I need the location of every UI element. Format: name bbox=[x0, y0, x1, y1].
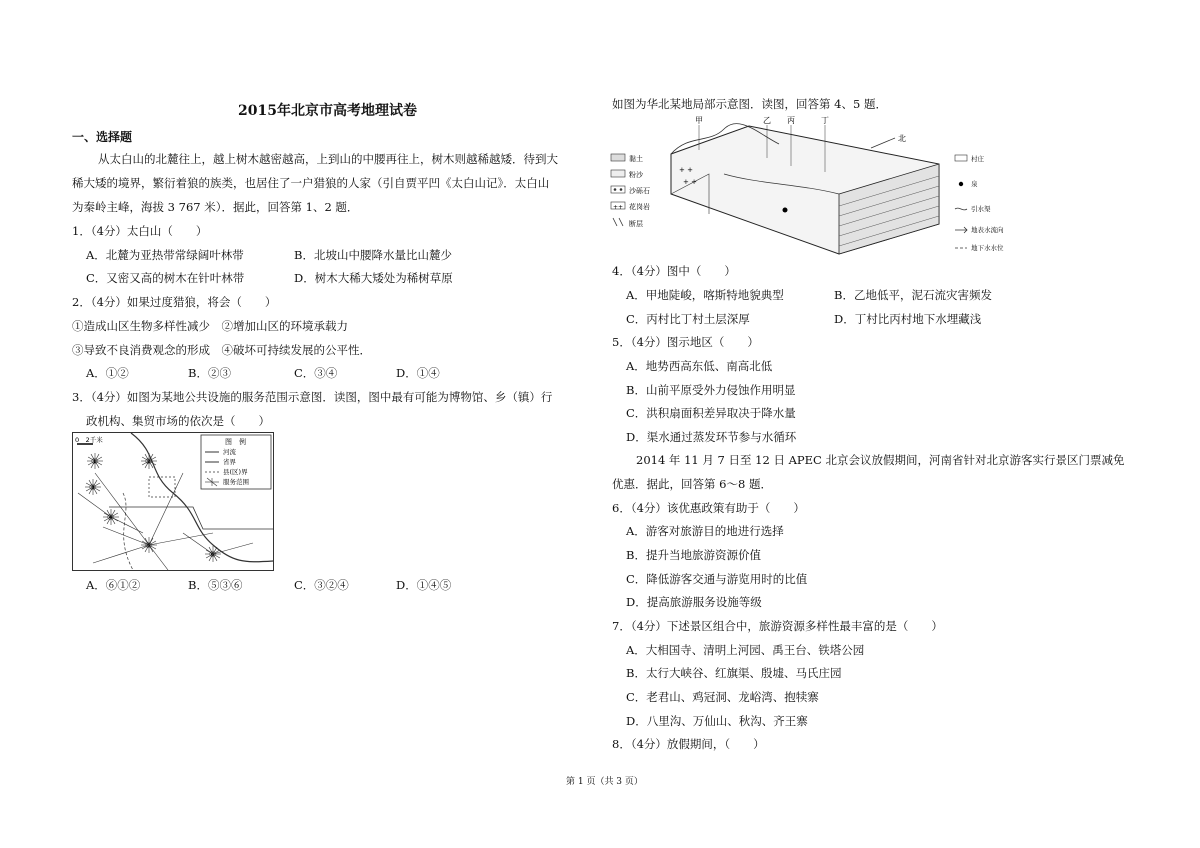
q7-option-c: C．老君山、鸡冠洞、龙峪湾、抱犊寨 bbox=[626, 690, 819, 704]
q2-stem: 2．（4分）如果过度猎狼，将会（ ） bbox=[72, 295, 277, 309]
q2-statement: ①造成山区生物多样性减少 ②增加山区的环境承载力 bbox=[72, 319, 348, 333]
intro-q4-q5: 如图为华北某地局部示意图．读图，回答第 4、5 题． bbox=[612, 97, 887, 111]
q3-stem: 3．（4分）如图为某地公共设施的服务范围示意图．读图，图中最有可能为博物馆、乡（镇）行 bbox=[72, 390, 553, 404]
q6-option-c: C．降低游客交通与游览用时的比值 bbox=[626, 572, 808, 586]
q3-option-c: C．③②④ bbox=[294, 578, 349, 592]
label-bing: 丙 bbox=[787, 116, 795, 125]
q2-option-c: C．③④ bbox=[294, 366, 338, 380]
legend-county: 县(区)界 bbox=[223, 468, 248, 476]
legend-clay: 黏土 bbox=[629, 155, 643, 163]
legend-fault: 断层 bbox=[629, 220, 643, 228]
north-arrow-icon bbox=[871, 138, 895, 148]
q1-option-d: D．树木大稀大矮处为稀树草原 bbox=[294, 271, 453, 285]
q1-option-a: A．北麓为亚热带常绿阔叶林带 bbox=[86, 248, 244, 262]
county-boundary bbox=[123, 493, 133, 570]
site-label: ③ bbox=[89, 483, 97, 492]
q7-option-d: D．八里沟、万仙山、秋沟、齐王寨 bbox=[626, 714, 808, 728]
legend-surface-flow: 地表水流向 bbox=[971, 226, 1004, 234]
province-boundary bbox=[109, 507, 273, 529]
site-marker bbox=[205, 546, 221, 562]
q2-option-a: A．①② bbox=[86, 366, 129, 380]
legend-service: 服务范围 bbox=[223, 478, 249, 486]
q2-statement: ③导致不良消费观念的形成 ④破坏可持续发展的公平性． bbox=[72, 343, 371, 357]
q4-option-a: A．甲地陡峻，喀斯特地貌典型 bbox=[626, 288, 784, 302]
north-label: 北 bbox=[898, 134, 906, 143]
q6-option-d: D．提高旅游服务设施等级 bbox=[626, 595, 762, 609]
label-jia: 甲 bbox=[695, 116, 703, 125]
legend-province: 省界 bbox=[223, 458, 236, 466]
intro-q6-q8: 2014 年 11 月 7 日至 12 日 APEC 北京会议放假期间，河南省针对北京游客实行景区门票减免 bbox=[636, 453, 1125, 467]
legend-river: 河流 bbox=[223, 448, 236, 456]
service-range-map-svg bbox=[73, 433, 273, 570]
section-heading: 一、选择题 bbox=[72, 130, 133, 144]
legend-spring: 泉 bbox=[971, 180, 978, 188]
q6-option-b: B．提升当地旅游资源价值 bbox=[626, 548, 761, 562]
q3-option-b: B．⑤③⑥ bbox=[188, 578, 243, 592]
q5-option-a: A．地势西高东低、南高北低 bbox=[626, 359, 773, 373]
q1-option-c: C．又密又高的树木在针叶林带 bbox=[86, 271, 245, 285]
q5-stem: 5．（4分）图示地区（ ） bbox=[612, 335, 759, 349]
svg-text:+ +: + + bbox=[679, 166, 693, 174]
svg-text:+ +: + + bbox=[683, 178, 697, 186]
block-right-legend bbox=[955, 154, 1004, 252]
q3-option-a: A．⑥①② bbox=[86, 578, 141, 592]
q7-option-b: B．太行大峡谷、红旗渠、殷墟、马氏庄园 bbox=[626, 666, 842, 680]
legend-silt: 粉沙 bbox=[629, 171, 643, 179]
q2-option-b: B．②③ bbox=[188, 366, 231, 380]
scale-label: 0 2千米 bbox=[75, 436, 103, 444]
legend-title: 图 例 bbox=[225, 438, 246, 446]
q3-stem-cont: 政机构、集贸市场的依次是（ ） bbox=[86, 414, 270, 428]
q5-option-b: B．山前平原受外力侵蚀作用明显 bbox=[626, 383, 796, 397]
label-yi: 乙 bbox=[763, 116, 771, 125]
site-label: ② bbox=[145, 457, 153, 466]
q2-option-d: D．①④ bbox=[396, 366, 440, 380]
q6-option-a: A．游客对旅游目的地进行选择 bbox=[626, 524, 784, 538]
legend-gravel: 沙砾石 bbox=[629, 187, 650, 195]
site-label: ④ bbox=[107, 513, 115, 522]
page-title: 2015年北京市高考地理试卷 bbox=[238, 103, 417, 119]
site-marker bbox=[85, 479, 101, 495]
site-label: ⑥ bbox=[209, 550, 217, 559]
block-diagram-svg bbox=[609, 114, 1009, 256]
site-marker bbox=[103, 509, 119, 525]
legend-canal: 引水渠 bbox=[971, 205, 991, 213]
svg-text:++: ++ bbox=[613, 204, 624, 211]
service-range-map bbox=[72, 432, 274, 571]
q1-stem: 1．（4分）太白山（ ） bbox=[72, 224, 208, 238]
block-diagram bbox=[609, 114, 1009, 256]
q5-option-c: C．洪积扇面积差异取决于降水量 bbox=[626, 406, 796, 420]
block-left-legend bbox=[611, 154, 650, 228]
q7-stem: 7．（4分）下述景区组合中，旅游资源多样性最丰富的是（ ） bbox=[612, 619, 943, 633]
q4-stem: 4．（4分）图中（ ） bbox=[612, 264, 736, 278]
site-label: ⑤ bbox=[145, 541, 153, 550]
page-footer: 第 1 页（共 3 页） bbox=[566, 777, 643, 787]
county-boundary-box bbox=[149, 477, 175, 497]
passage-line: 从太白山的北麓往上，越上树木越密越高，上到山的中腰再往上，树木则越稀越矮．待到大 bbox=[98, 152, 558, 166]
q7-option-a: A．大相国寺、清明上河园、禹王台、铁塔公园 bbox=[626, 643, 865, 657]
q4-option-c: C．丙村比丁村土层深厚 bbox=[626, 312, 750, 326]
q8-stem: 8．（4分）放假期间，（ ） bbox=[612, 737, 765, 751]
q3-option-d: D．①④⑤ bbox=[396, 578, 452, 592]
legend-granite: 花岗岩 bbox=[629, 203, 650, 211]
label-ding: 丁 bbox=[821, 116, 829, 125]
q5-option-d: D．渠水通过蒸发环节参与水循环 bbox=[626, 430, 797, 444]
site-marker bbox=[87, 453, 103, 469]
legend-groundwater: 地下水水位 bbox=[971, 244, 1004, 252]
q1-option-b: B．北坡山中腰降水量比山麓少 bbox=[294, 248, 452, 262]
spring-icon bbox=[783, 208, 788, 213]
q4-option-b: B．乙地低平，泥石流灾害频发 bbox=[834, 288, 992, 302]
passage-line: 为秦岭主峰，海拔 3 767 米）．据此，回答第 1、2 题． bbox=[72, 200, 359, 214]
legend-village: 村庄 bbox=[971, 155, 984, 163]
q6-stem: 6．（4分）该优惠政策有助于（ ） bbox=[612, 501, 805, 515]
passage-line: 稀大矮的境界，繁衍着狼的族类，也居住了一户猎狼的人家（引自贾平凹《太白山记》．太白山 bbox=[72, 176, 550, 190]
q4-option-d: D．丁村比丙村地下水埋藏浅 bbox=[834, 312, 982, 326]
intro-q6-q8-cont: 优惠．据此，回答第 6～8 题． bbox=[612, 477, 772, 491]
site-marker bbox=[141, 537, 157, 553]
site-label: ① bbox=[91, 457, 99, 466]
